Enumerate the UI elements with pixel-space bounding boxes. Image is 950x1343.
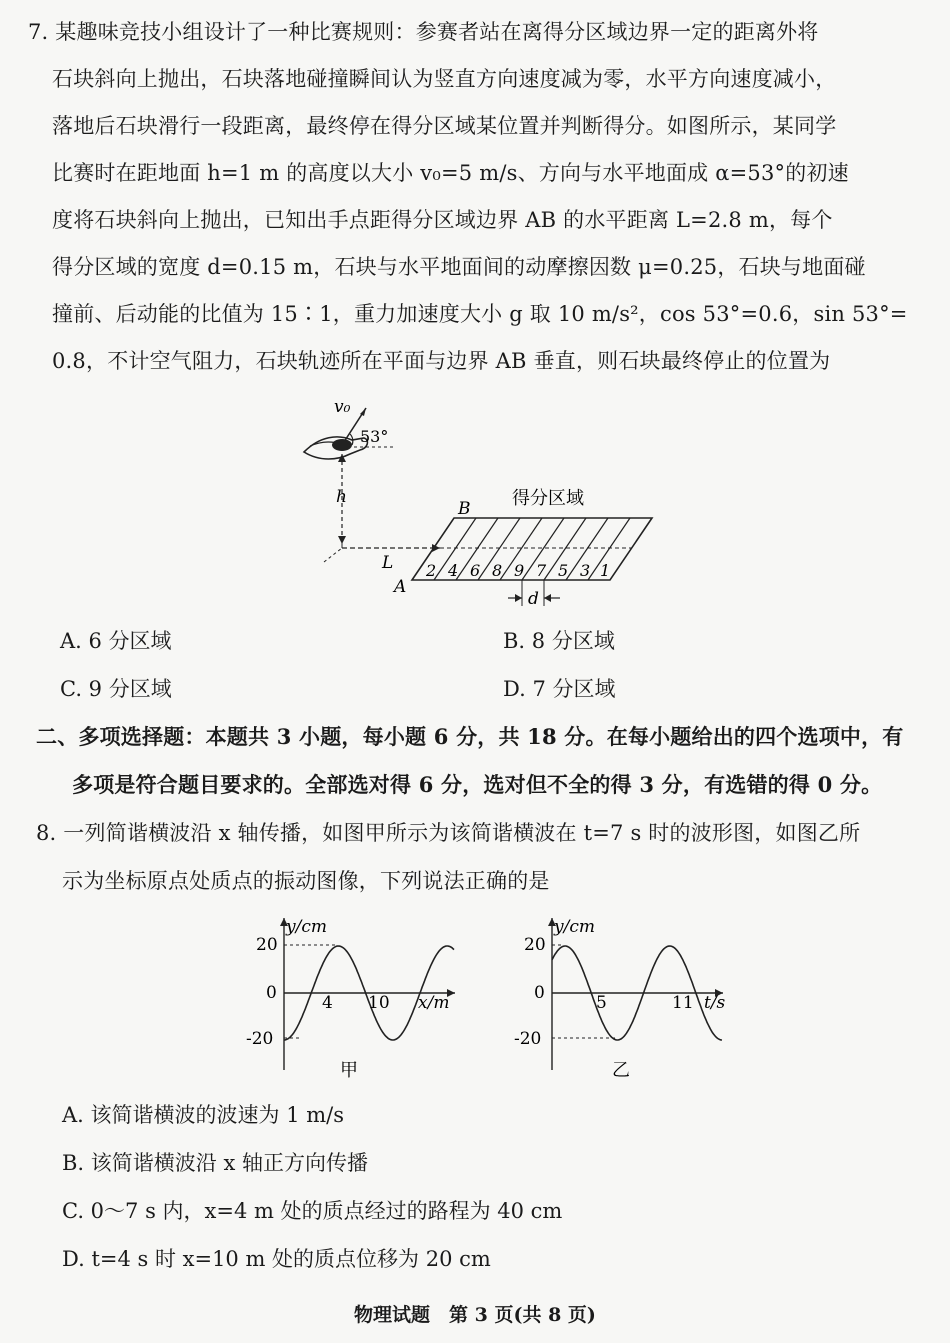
zone-score-5: 9 (514, 561, 525, 580)
zone-title: 得分区域 (512, 488, 584, 509)
q7-line-2: 石块斜向上抛出，石块落地碰撞瞬间认为竖直方向速度减为零，水平方向速度减小， (52, 67, 837, 91)
q8-option-a[interactable]: A. 该简谐横波的波速为 1 m/s (62, 1103, 344, 1127)
q7-option-c[interactable]: C. 9 分区域 (60, 677, 172, 701)
h-label: h (336, 487, 347, 507)
q8-option-b[interactable]: B. 该简谐横波沿 x 轴正方向传播 (62, 1151, 368, 1175)
B-label: B (458, 499, 471, 519)
d-label: d (528, 589, 539, 609)
q7-line-5: 度将石块斜向上抛出，已知出手点距得分区域边界 AB 的水平距离 L=2.8 m，每个 (52, 208, 833, 232)
xtick-yi-5: 5 (596, 993, 607, 1013)
page-footer: 物理试题 第 3 页(共 8 页) (354, 1304, 596, 1326)
q7-figure (290, 390, 670, 615)
title-jia: 甲 (340, 1060, 358, 1080)
q7-line-1: 7. 某趣味竞技小组设计了一种比赛规则：参赛者站在离得分区域边界一定的距离外将 (28, 20, 819, 44)
q8-line-2: 示为坐标原点处质点的振动图像，下列说法正确的是 (62, 869, 550, 893)
q7-line-3: 落地后石块滑行一段距离，最终停在得分区域某位置并判断得分。如图所示，某同学 (52, 114, 837, 138)
ytick-jia-neg20: -20 (246, 1029, 274, 1049)
q8-line-1: 8. 一列简谐横波沿 x 轴传播，如图甲所示为该简谐横波在 t=7 s 时的波形图，如图乙所 (36, 821, 861, 845)
angle-label: 53° (360, 427, 389, 446)
zone-score-3: 6 (470, 561, 481, 580)
ytick-jia-20: 20 (256, 935, 278, 955)
zone-score-1: 2 (426, 561, 437, 580)
zone-scores (425, 561, 610, 580)
v0-label: v₀ (334, 397, 351, 417)
q7-line-8: 0.8，不计空气阻力，石块轨迹所在平面与边界 AB 垂直，则石块最终停止的位置为 (52, 349, 831, 373)
chart-wave-jia (240, 910, 470, 1080)
q7-line-4: 比赛时在距地面 h=1 m 的高度以大小 v₀=5 m/s、方向与水平地面成 α=53°的初速 (52, 161, 849, 185)
title-yi: 乙 (612, 1060, 630, 1080)
chart-wave-yi (508, 910, 738, 1080)
zone-score-6: 7 (536, 561, 547, 580)
ytick-yi-20: 20 (524, 935, 546, 955)
q7-line-6: 得分区域的宽度 d=0.15 m，石块与水平地面间的动摩擦因数 μ=0.25，石块与地面碰 (52, 255, 866, 279)
q8-option-c[interactable]: C. 0～7 s 内，x=4 m 处的质点经过的路程为 40 cm (62, 1199, 563, 1223)
q7-option-a[interactable]: A. 6 分区域 (60, 629, 172, 653)
section2-line-2: 多项是符合题目要求的。全部选对得 6 分，选对但不全的得 3 分，有选错的得 0 分。 (72, 772, 883, 797)
q7-line-7: 撞前、后动能的比值为 15∶1，重力加速度大小 g 取 10 m/s²，cos 53°=0.6，sin 53°= (52, 302, 908, 326)
xtick-yi-11: 11 (672, 993, 694, 1013)
q7-option-d[interactable]: D. 7 分区域 (503, 677, 616, 701)
ytick-jia-0: 0 (266, 983, 277, 1003)
xlabel-yi: t/s (704, 993, 726, 1013)
ylabel-yi: y/cm (554, 917, 595, 937)
ytick-yi-neg20: -20 (514, 1029, 542, 1049)
q7-option-b[interactable]: B. 8 分区域 (503, 629, 615, 653)
ylabel-jia: y/cm (286, 917, 327, 937)
zone-score-4: 8 (492, 561, 503, 580)
xtick-jia-10: 10 (368, 993, 390, 1013)
zone-score-7: 5 (558, 561, 569, 580)
xtick-jia-4: 4 (322, 993, 333, 1013)
L-label: L (382, 553, 394, 573)
zone-score-2: 4 (448, 561, 459, 580)
zone-score-9: 1 (600, 561, 611, 580)
A-label: A (394, 577, 407, 597)
section2-line-1: 二、多项选择题：本题共 3 小题，每小题 6 分，共 18 分。在每小题给出的四个选项中，有 (36, 724, 904, 749)
ytick-yi-0: 0 (534, 983, 545, 1003)
zone-score-8: 3 (580, 561, 591, 580)
q8-option-d[interactable]: D. t=4 s 时 x=10 m 处的质点位移为 20 cm (62, 1247, 491, 1271)
xlabel-jia: x/m (418, 993, 450, 1013)
